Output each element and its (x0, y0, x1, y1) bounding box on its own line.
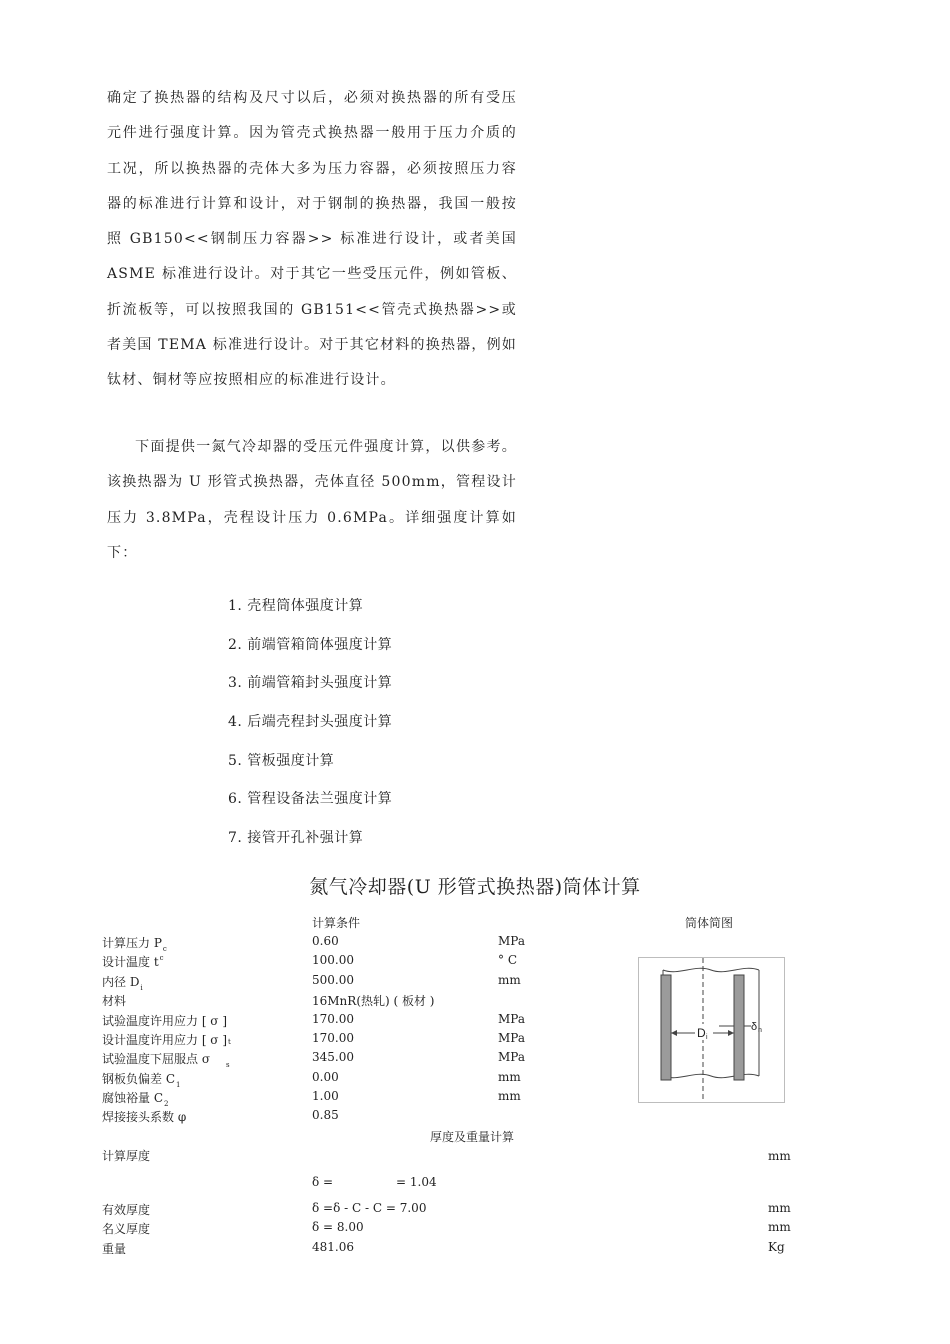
condition-label: 试验温度许用应力 [ σ ] (102, 1014, 227, 1028)
condition-label-subscript: t (228, 1038, 231, 1046)
condition-label-text: 内径 D (102, 975, 140, 989)
condition-label-subscript: s (226, 1061, 230, 1069)
shell-bottom-break-line (663, 1074, 759, 1077)
condition-unit: MPa (498, 1012, 525, 1026)
condition-label (102, 1089, 168, 1108)
condition-value: 345.00 (312, 1050, 354, 1064)
thickness-subscript: n (758, 1027, 762, 1034)
condition-label-subscript: 1 (176, 1081, 181, 1089)
weight-value: 481.06 (312, 1240, 354, 1254)
condition-value: 0.60 (312, 934, 339, 948)
calc-thickness-unit: mm (768, 1149, 791, 1163)
condition-label (102, 934, 167, 953)
weight-unit: Kg (768, 1240, 785, 1254)
condition-label-subscript: c (162, 945, 167, 953)
condition-value: 500.00 (312, 973, 354, 987)
condition-unit: MPa (498, 934, 525, 948)
condition-label: 材料 (102, 994, 127, 1008)
effective-thickness-value: δ =δ - C - C = 7.00 (312, 1201, 427, 1215)
nominal-thickness-unit: mm (768, 1220, 791, 1234)
condition-label-subscript: 2 (164, 1100, 169, 1108)
dimension-arrow-left (671, 1030, 677, 1036)
condition-unit: mm (498, 1070, 521, 1084)
condition-label-text: 试验温度下屈服点 σ (102, 1052, 211, 1066)
condition-label-subscript: c (159, 954, 164, 962)
condition-label-text: 设计温度 t (102, 955, 159, 969)
contents-item: 4. 后端壳程封头强度计算 (228, 714, 393, 731)
condition-unit: mm (498, 973, 521, 987)
contents-item: 2. 前端管箱筒体强度计算 (228, 636, 393, 653)
contents-item: 7. 接管开孔补强计算 (228, 830, 364, 847)
condition-unit: MPa (498, 1031, 525, 1045)
condition-label-text: 计算压力 P (102, 936, 162, 950)
calculation-contents-list (228, 592, 392, 863)
effective-thickness-unit: mm (768, 1201, 791, 1215)
condition-unit: mm (498, 1089, 521, 1103)
contents-item: 3. 前端管箱封头强度计算 (228, 675, 393, 692)
conditions-heading: 计算条件 (312, 916, 361, 930)
condition-label: 焊接接头系数 φ (102, 1110, 187, 1124)
condition-value: 170.00 (312, 1012, 354, 1026)
condition-value: 100.00 (312, 953, 354, 967)
condition-unit: MPa (498, 1050, 525, 1064)
nominal-thickness-value: δ = 8.00 (312, 1220, 364, 1234)
condition-value: 1.00 (312, 1089, 339, 1103)
calc-thickness-result: = 1.04 (396, 1175, 437, 1189)
contents-item: 6. 管程设备法兰强度计算 (228, 791, 393, 808)
thickness-heading: 厚度及重量计算 (430, 1130, 515, 1144)
condition-unit: ° C (498, 953, 517, 967)
condition-label (102, 1050, 230, 1069)
inner-diameter-subscript: i (706, 1034, 708, 1041)
diagram-heading: 筒体简图 (685, 916, 734, 930)
condition-label (102, 953, 164, 970)
condition-label-subscript: i (140, 984, 143, 992)
condition-value: 170.00 (312, 1031, 354, 1045)
thickness-label: δ (751, 1021, 758, 1033)
shell-diagram (638, 957, 785, 1103)
condition-value: 0.00 (312, 1070, 339, 1084)
condition-label-text: 腐蚀裕量 C (102, 1091, 163, 1105)
shell-top-break-line (663, 968, 759, 971)
nominal-thickness-label: 名义厚度 (102, 1222, 151, 1236)
contents-item: 1. 壳程筒体强度计算 (228, 598, 364, 614)
condition-value: 0.85 (312, 1108, 339, 1122)
intro-paragraph-2 (107, 430, 517, 571)
inner-diameter-label: D (697, 1026, 706, 1040)
intro-paragraph-1: 确定了换热器的结构及尺寸以后，必须对换热器的所有受压元件进行强度计算。因为管壳式换热器一般用于压力介质的工况，所以换热器的壳体大多为压力容器，必须按照压力容器的标准进行计算和设计，对于钢制的换热器，我国一般按照 GB150<<钢制压力容器>> 标准进行设计，或者美国 ASME 标准进行设计。对于其它一些受压元件，例如管板、折流板等，可以按照我国的 GB151<<管壳式换热器>>或者美国 TEMA 标准进行设计。对于其它材料的换热器，例如钛材、铜材等应按照相应的标准进行设计。 (107, 90, 517, 389)
sheet-title: 氮气冷却器(U 形管式换热器)筒体计算 (309, 876, 641, 898)
condition-value: 16MnR(热轧) ( 板材 ) (312, 994, 435, 1008)
calc-thickness-formula: δ = (312, 1175, 334, 1189)
dimension-arrow-right (728, 1030, 734, 1036)
effective-thickness-label: 有效厚度 (102, 1203, 151, 1217)
calc-thickness-label: 计算厚度 (102, 1149, 151, 1163)
condition-label-text: 钢板负偏差 C (102, 1072, 175, 1086)
weight-label: 重量 (102, 1242, 127, 1256)
shell-wall-right (734, 975, 744, 1080)
condition-label (102, 1070, 180, 1089)
intro-paragraph-2-text: 下面提供一氮气冷却器的受压元件强度计算，以供参考。该换热器为 U 形管式换热器，壳体直径 500mm，管程设计压力 3.8MPa，壳程设计压力 0.6MPa。详细强度计算如下： (107, 439, 517, 561)
shell-wall-left (661, 975, 671, 1080)
condition-label-text: 设计温度许用应力 [ σ ] (102, 1033, 227, 1047)
condition-label (102, 973, 143, 992)
contents-item: 5. 管板强度计算 (228, 752, 335, 769)
shell-cross-section-drawing (639, 958, 784, 1102)
condition-label (102, 1031, 231, 1048)
